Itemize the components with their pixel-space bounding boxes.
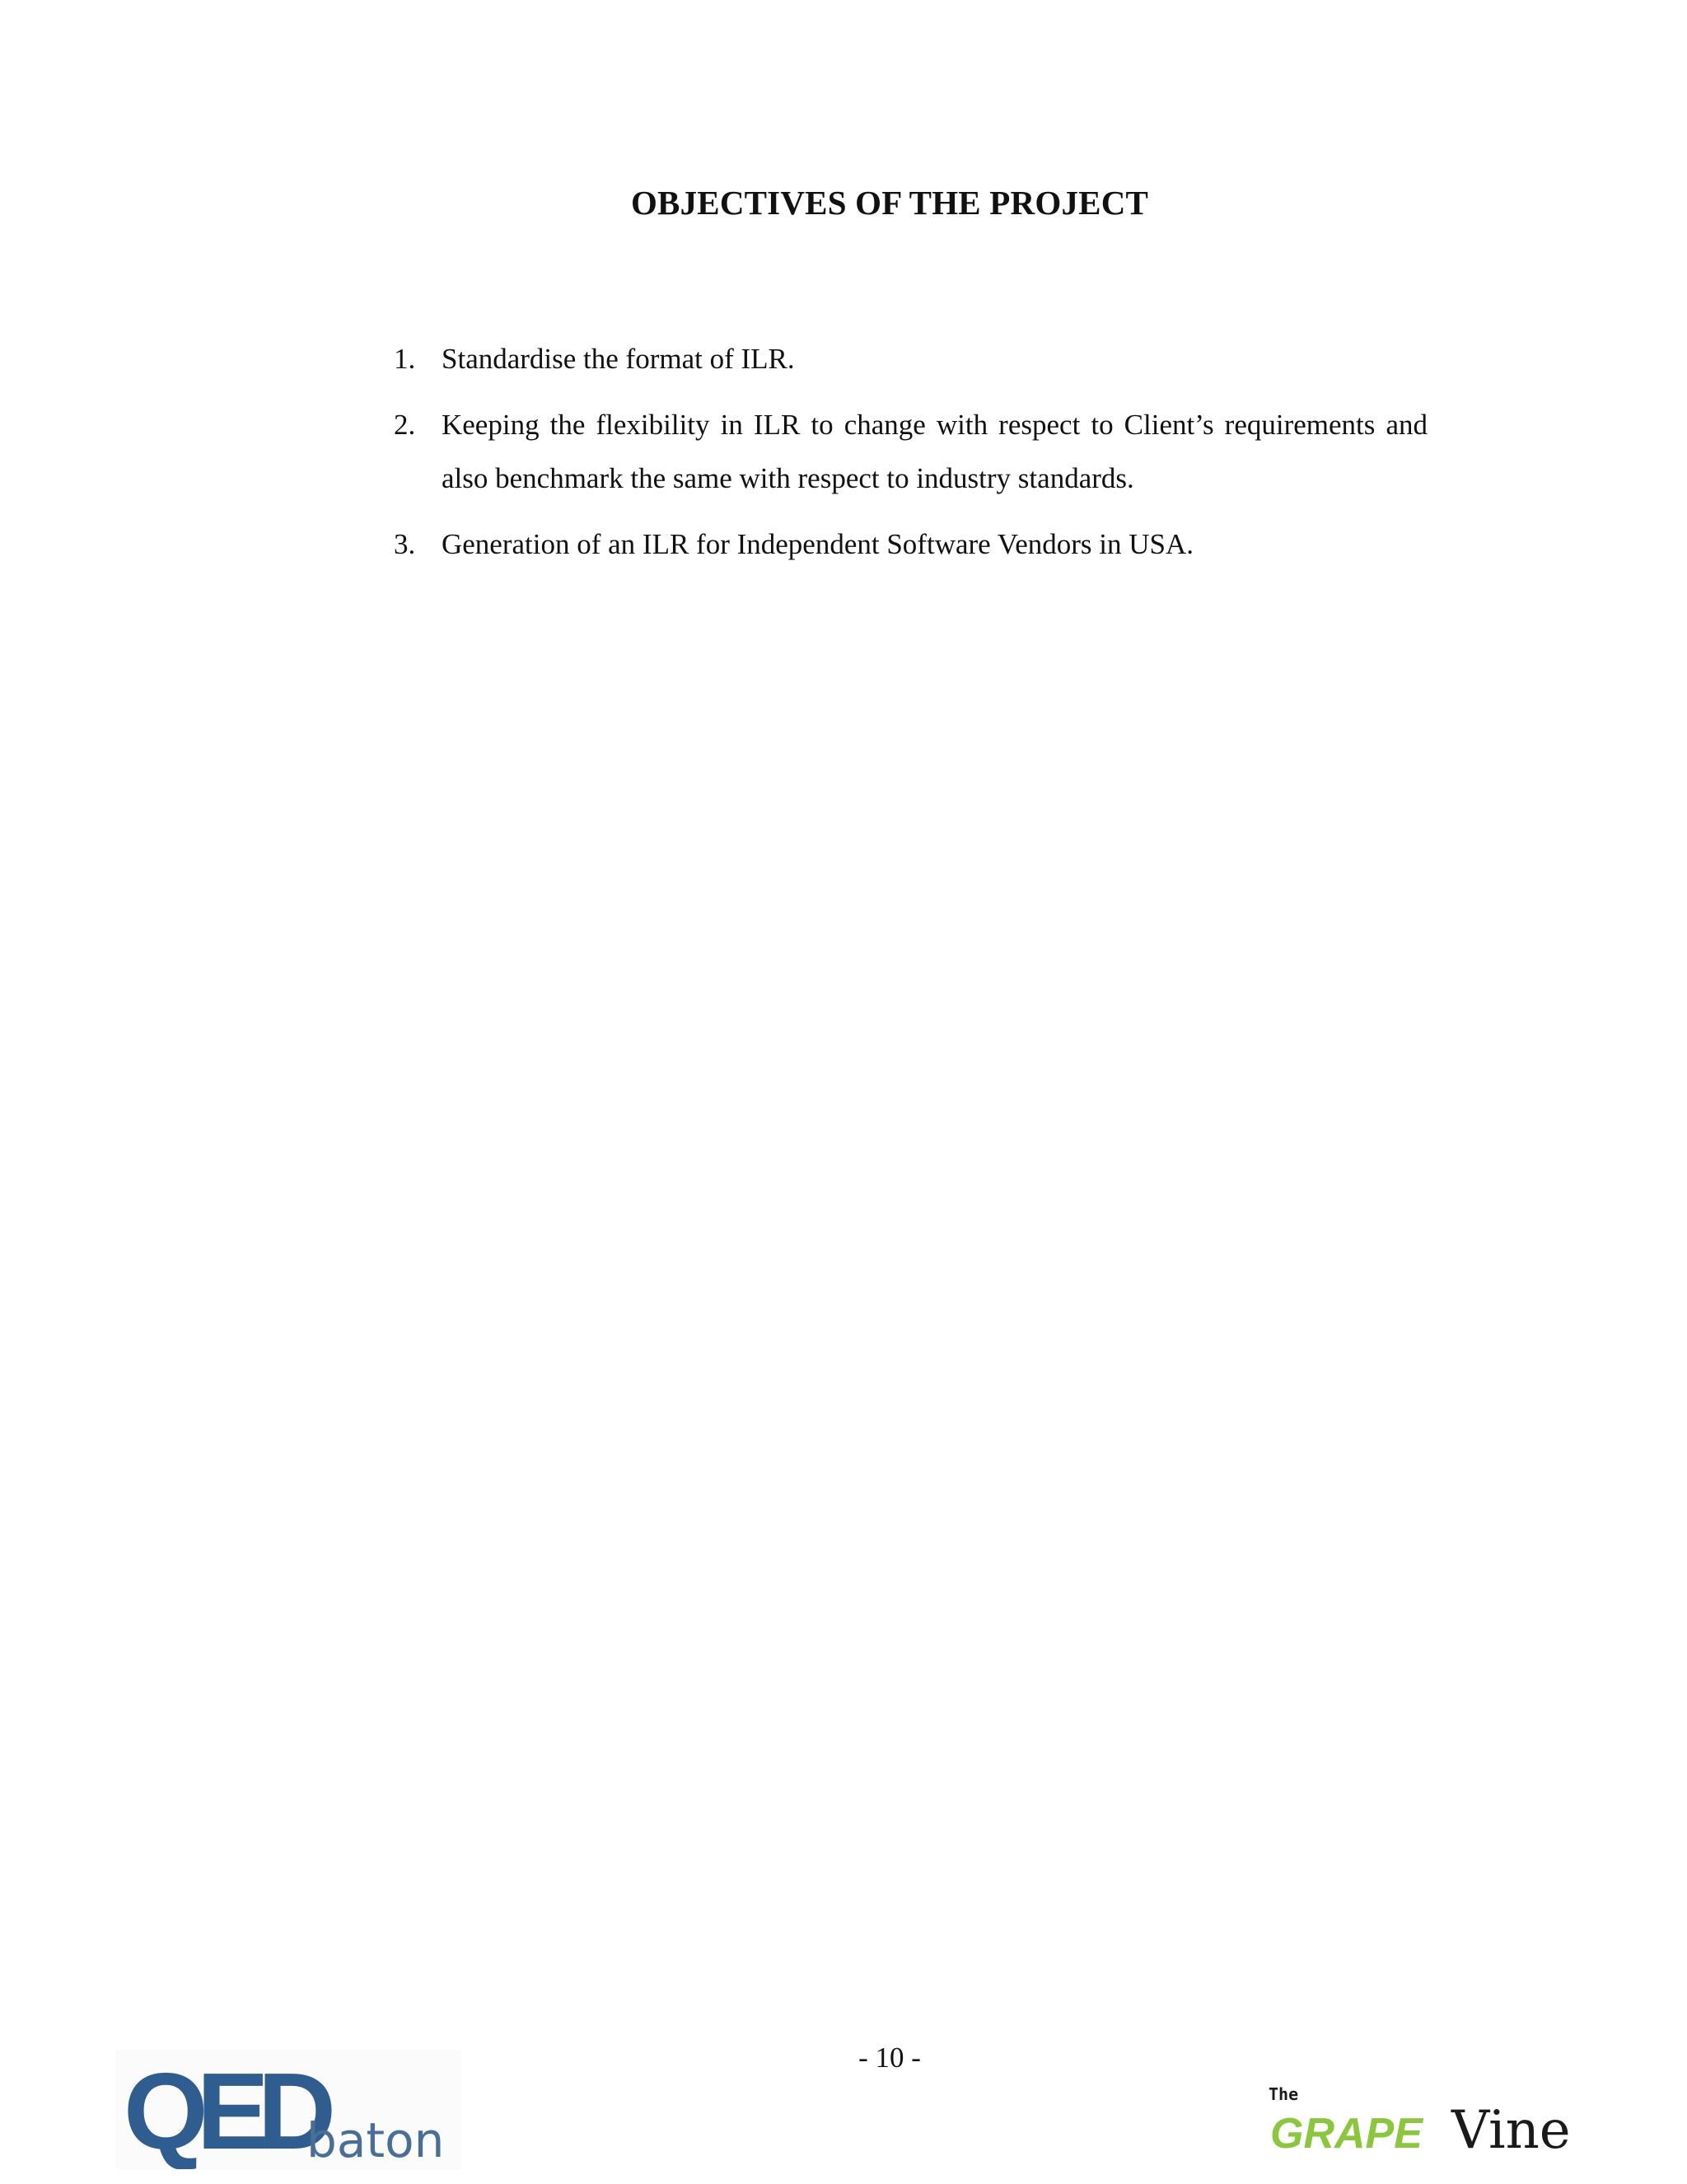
objective-item bbox=[394, 398, 1428, 505]
page-heading: OBJECTIVES OF THE PROJECT bbox=[630, 184, 1149, 222]
logo-mark-text: QED bbox=[124, 2051, 325, 2169]
objective-item bbox=[394, 332, 1428, 386]
objective-text: Standardise the format of ILR. bbox=[442, 343, 795, 375]
logo-prefix-text: The bbox=[1269, 2084, 1299, 2104]
logo-brand-text: GRAPE bbox=[1270, 2110, 1423, 2158]
objective-text: Keeping the flexibility in ILR to change with respect to Client’s requirements and also benchmark the same with respect to industry standards. bbox=[442, 409, 1428, 494]
logo-word-text: baton bbox=[306, 2112, 445, 2168]
objective-number: 1. bbox=[394, 343, 416, 375]
logo-suffix-text: Vine bbox=[1451, 2100, 1571, 2161]
objective-number: 3. bbox=[394, 528, 416, 560]
objective-text: Generation of an ILR for Independent Software Vendors in USA. bbox=[442, 528, 1194, 560]
grapevine-logo bbox=[1269, 2080, 1582, 2163]
objectives-list bbox=[394, 332, 1428, 583]
objective-number: 2. bbox=[394, 409, 416, 441]
qed-baton-logo bbox=[115, 2050, 461, 2169]
page-number: - 10 - bbox=[858, 2041, 921, 2074]
objective-item bbox=[394, 517, 1428, 571]
